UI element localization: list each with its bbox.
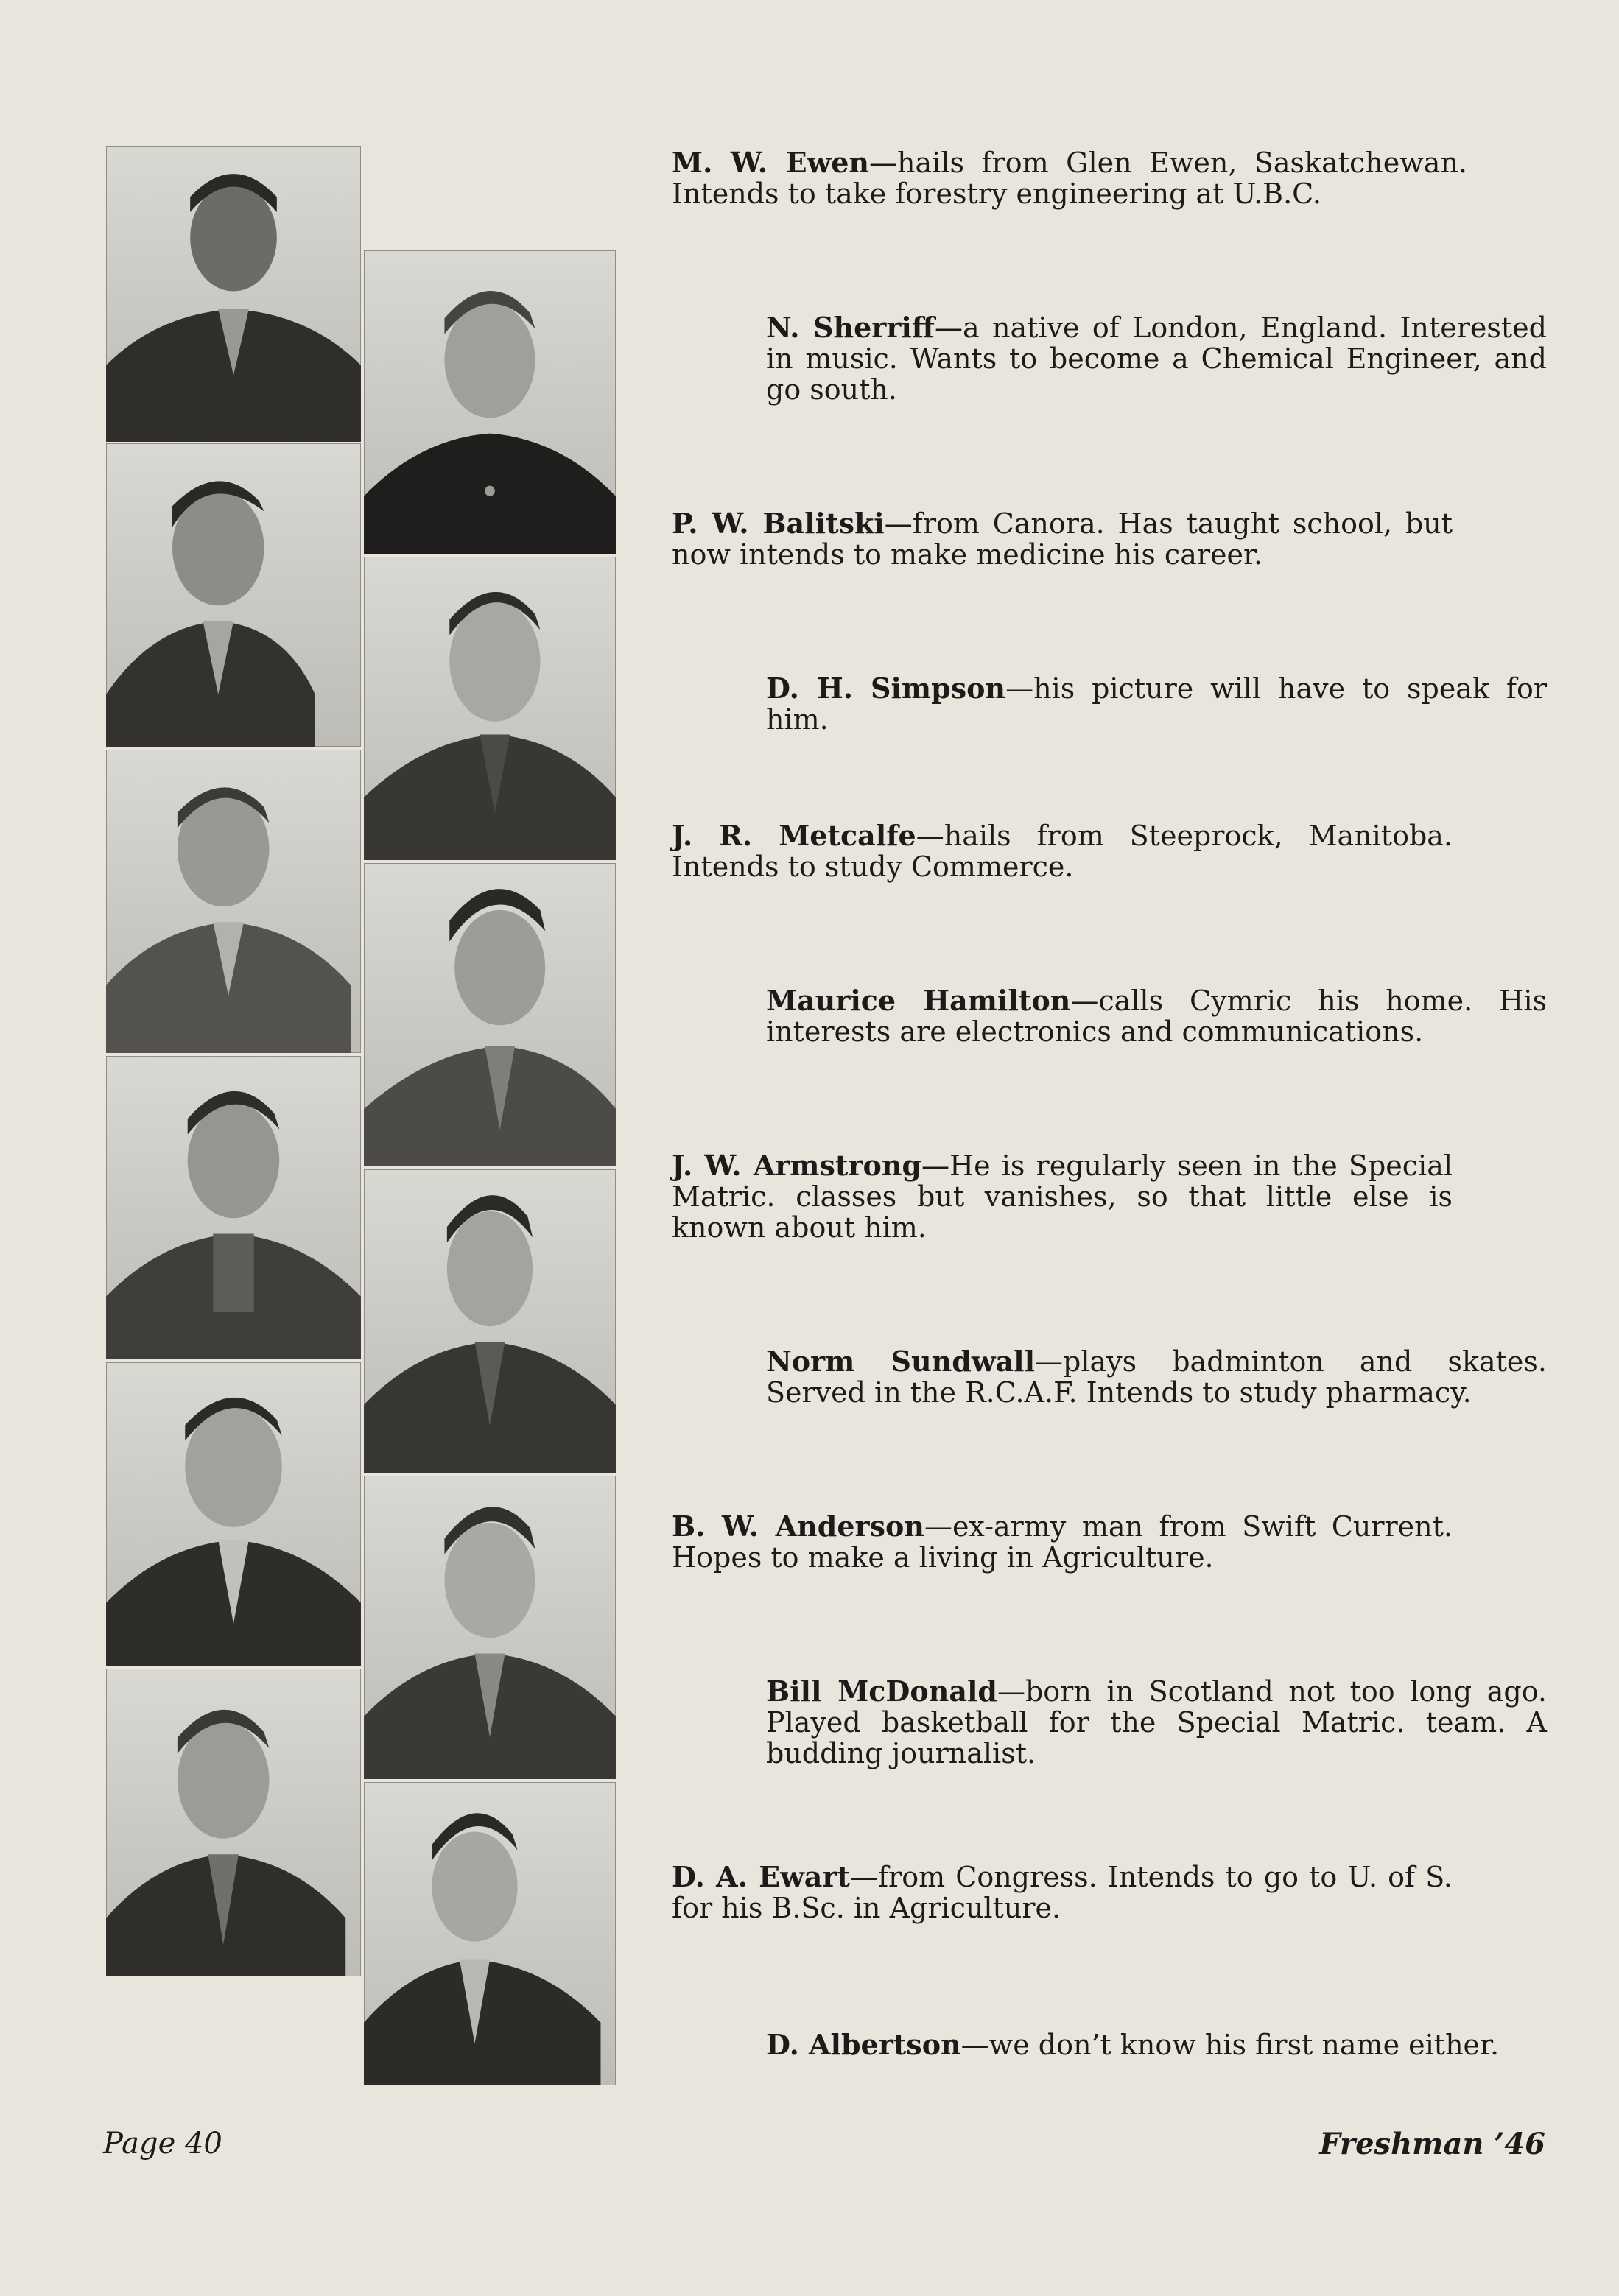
caption-dash: —	[849, 1861, 878, 1893]
caption-name: N. Sherriff	[766, 311, 935, 344]
caption-sherriff	[766, 312, 1547, 405]
caption-name: D. H. Simpson	[766, 672, 1006, 705]
caption-text: from Canora. Has taught school, but now intends to make medicine his career.	[672, 507, 1453, 571]
portrait-photo-armstrong	[106, 1056, 361, 1359]
caption-name: J. W. Armstrong	[672, 1149, 922, 1182]
caption-name: J. R. Metcalfe	[672, 819, 916, 852]
caption-dash: —	[924, 1510, 952, 1543]
caption-text: ex-army man from Swift Current. Hopes to make a living in Agriculture.	[672, 1510, 1453, 1574]
caption-text: calls Cymric his home. His interests are electronics and communications.	[766, 985, 1547, 1048]
caption-albertson	[766, 2029, 1547, 2060]
portrait-photo-sundwall	[364, 1169, 616, 1473]
caption-balitski	[672, 508, 1453, 570]
portrait-photo-sherriff	[364, 250, 616, 554]
caption-dash: —	[934, 311, 963, 344]
caption-text: we don’t know his first name either.	[988, 2029, 1500, 2061]
caption-dash: —	[921, 1149, 950, 1182]
caption-text: He is regularly seen in the Special Matric. classes but vanishes, so that little else is known about him.	[672, 1149, 1453, 1244]
portrait-photo-hamilton	[364, 863, 616, 1166]
running-title: Freshman ’46	[1319, 2127, 1545, 2161]
caption-name: Norm Sundwall	[766, 1345, 1036, 1378]
caption-dash: —	[869, 147, 898, 179]
caption-dash: —	[997, 1675, 1025, 1708]
portrait-photo-balitski	[106, 443, 361, 747]
caption-name: P. W. Balitski	[672, 507, 885, 540]
portrait-photo-ewen	[106, 146, 361, 442]
caption-dash: —	[884, 507, 913, 540]
portrait-photo-anderson	[106, 1362, 361, 1666]
caption-ewart	[672, 1862, 1453, 1923]
caption-hamilton	[766, 985, 1547, 1047]
portrait-photo-ewart	[106, 1669, 361, 1976]
caption-name: D. A. Ewart	[672, 1860, 850, 1893]
caption-anderson	[672, 1511, 1453, 1573]
portrait-photo-albertson	[364, 1782, 616, 2085]
portrait-photo-simpson	[364, 557, 616, 860]
caption-name: M. W. Ewen	[672, 146, 870, 179]
caption-name: B. W. Anderson	[672, 1510, 924, 1543]
caption-simpson	[766, 673, 1547, 735]
caption-text: born in Scotland not too long ago. Played basketball for the Special Matric. team. A budding journalist.	[766, 1675, 1547, 1769]
caption-text: hails from Steeprock, Manitoba. Intends to study Commerce.	[672, 820, 1453, 883]
caption-name: Bill McDonald	[766, 1675, 997, 1708]
caption-text: his picture will have to speak for him.	[766, 672, 1547, 736]
caption-ewen	[672, 147, 1467, 209]
caption-name: D. Albertson	[766, 2028, 961, 2061]
caption-text: a native of London, England. Interested in music. Wants to become a Chemical Engineer, and go south.	[766, 311, 1547, 406]
caption-dash: —	[1070, 985, 1099, 1017]
caption-text: from Congress. Intends to go to U. of S. for his B.Sc. in Agriculture.	[672, 1861, 1453, 1924]
caption-dash: —	[960, 2029, 989, 2061]
caption-armstrong	[672, 1150, 1453, 1243]
caption-mcdonald	[766, 1676, 1547, 1769]
caption-text: hails from Glen Ewen, Saskatchewan. Intends to take forestry engineering at U.B.C.	[672, 147, 1467, 210]
caption-metcalfe	[672, 820, 1453, 882]
page-number: Page 40	[103, 2127, 222, 2161]
caption-dash: —	[1005, 672, 1034, 705]
caption-dash: —	[916, 820, 944, 852]
caption-dash: —	[1035, 1345, 1064, 1378]
portrait-photo-mcdonald	[364, 1476, 616, 1779]
caption-sundwall	[766, 1346, 1547, 1408]
caption-name: Maurice Hamilton	[766, 984, 1071, 1017]
caption-text: plays badminton and skates. Served in the R.C.A.F. Intends to study pharmacy.	[766, 1345, 1547, 1409]
portrait-photo-metcalfe	[106, 750, 361, 1053]
